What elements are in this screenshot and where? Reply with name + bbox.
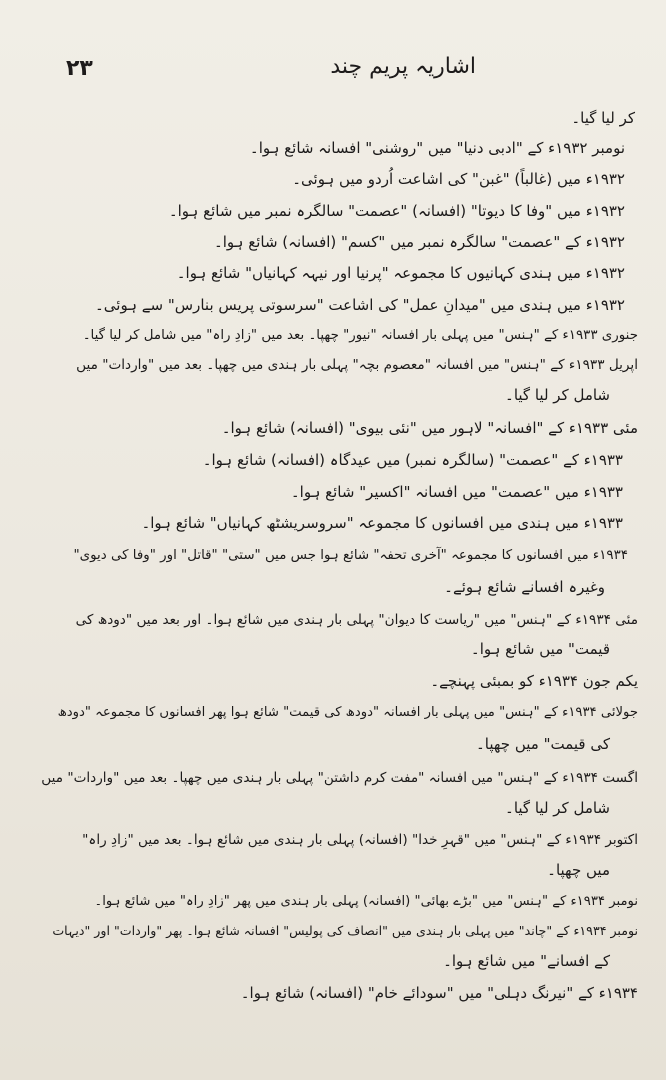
text-line: قیمت" میں شائع ہوا۔: [470, 640, 610, 658]
text-line: ۱۹۳۲ء میں ہندی کہانیوں کا مجموعہ "پرنیا اور نیہہ کہانیاں" شائع ہوا۔: [176, 264, 625, 282]
text-line: ۱۹۳۲ء میں "وفا کا دیوتا" (افسانہ) "عصمت" سالگرہ نمبر میں شائع ہوا۔: [168, 202, 625, 220]
text-line: کی قیمت" میں چھپا۔: [476, 735, 610, 753]
text-line: اپریل ۱۹۳۳ء کے "ہنس" میں افسانہ "معصوم بچہ" پہلی بار ہندی میں چھپا۔ بعد میں "واردات" میں: [76, 357, 638, 373]
text-line: جنوری ۱۹۳۳ء کے "ہنس" میں پہلی بار افسانہ "نیور" چھپا۔ بعد میں "زادِ راہ" میں شامل کر لیا گیا۔: [82, 328, 638, 343]
text-line: ۱۹۳۴ء کے "نیرنگ دہلی" میں "سودائے خام" (افسانہ) شائع ہوا۔: [240, 984, 638, 1002]
text-line: کے افسانے" میں شائع ہوا۔: [443, 952, 610, 970]
text-line: کر لیا گیا۔: [571, 109, 635, 127]
text-line: اگست ۱۹۳۴ء کے "ہنس" میں افسانہ "مفت کرم داشتن" پہلی بار ہندی میں چھپا۔ بعد میں "واردات" میں: [41, 770, 638, 786]
text-line: ۱۹۳۲ء میں ہندی میں "میدانِ عمل" کی اشاعت "سرسوتی پریس بنارس" سے ہوئی۔: [95, 296, 625, 314]
text-line: میں چھپا۔: [547, 861, 610, 879]
text-line: ۱۹۳۳ء میں ہندی میں افسانوں کا مجموعہ "سروسریشٹھ کہانیاں" شائع ہوا۔: [141, 514, 623, 532]
text-line: یکم جون ۱۹۳۴ء کو بمبئی پہنچے۔: [430, 672, 638, 690]
running-title: اشاریہ پریم چند: [330, 54, 476, 79]
text-line: ۱۹۳۲ء کے "عصمت" سالگرہ نمبر میں "کسم" (افسانہ) شائع ہوا۔: [213, 233, 625, 251]
text-line: وغیرہ افسانے شائع ہوئے۔: [444, 578, 605, 596]
page-number: ۲۳: [66, 56, 93, 81]
text-line: جولائی ۱۹۳۴ء کے "ہنس" میں پہلی بار افسانہ "دودھ کی قیمت" شائع ہوا پھر افسانوں کا مجموعہ "دودھ: [57, 705, 638, 720]
text-line: ۱۹۳۲ء میں (غالباً) "غبن" کی اشاعت اُردو میں ہوئی۔: [292, 170, 625, 188]
text-line: شامل کر لیا گیا۔: [505, 386, 610, 404]
text-line: مئی ۱۹۳۳ء کے "افسانہ" لاہور میں "نئی بیوی" (افسانہ) شائع ہوا۔: [221, 419, 638, 437]
text-line: نومبر ۱۹۳۲ء کے "ادبی دنیا" میں "روشنی" افسانہ شائع ہوا۔: [249, 139, 625, 157]
text-line: نومبر ۱۹۳۴ء کے "چاند" میں پہلی بار ہندی میں "انصاف کی پولیس" افسانہ شائع ہوا۔ پھر "واردات" اور "دیہات: [52, 923, 638, 938]
text-line: ۱۹۳۳ء میں "عصمت" میں افسانہ "اکسیر" شائع ہوا۔: [290, 483, 623, 501]
text-line: اکتوبر ۱۹۳۴ء کے "ہنس" میں "قہرِ خدا" (افسانہ) پہلی بار ہندی میں شائع ہوا۔ بعد میں "زادِ راہ": [82, 832, 638, 848]
text-line: ۱۹۳۳ء کے "عصمت" (سالگرہ نمبر) میں عیدگاہ (افسانہ) شائع ہوا۔: [202, 451, 623, 469]
text-line: شامل کر لیا گیا۔: [505, 799, 610, 817]
text-line: مئی ۱۹۳۴ء کے "ہنس" میں "ریاست کا دیوان" پہلی بار ہندی میں شائع ہوا۔ اور بعد میں "دودھ کی: [75, 612, 638, 628]
text-line: نومبر ۱۹۳۴ء کے "ہنس" میں "بڑے بھائی" (افسانہ) پہلی بار ہندی میں پھر "زادِ راہ" میں شائع ہوا۔: [94, 894, 638, 909]
text-line: ۱۹۳۴ء میں افسانوں کا مجموعہ "آخری تحفہ" شائع ہوا جس میں "ستی" "قاتل" اور "وفا کی دیوی": [73, 548, 628, 563]
